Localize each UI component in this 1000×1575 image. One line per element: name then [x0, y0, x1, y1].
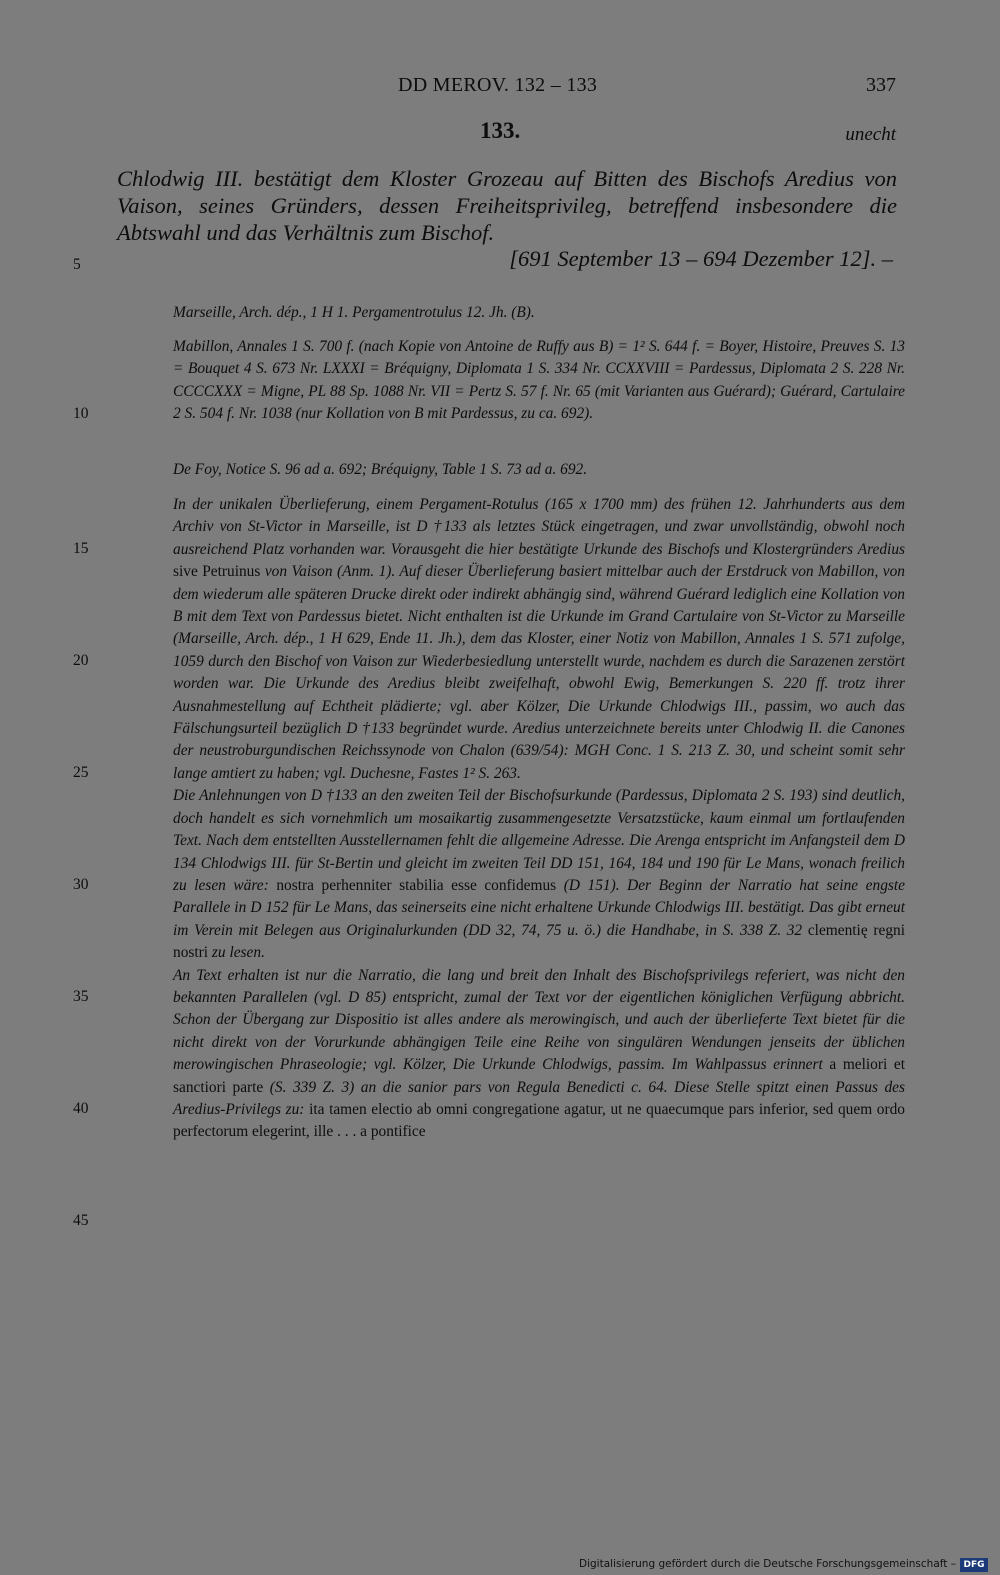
- digitization-credit: Digitalisierung gefördert durch die Deutsche Forschungsgemeinschaft –: [579, 1558, 956, 1570]
- line-number: 40: [73, 1100, 89, 1117]
- regest: [117, 165, 897, 246]
- latin-quote: ita tamen electio ab omni congregatione agatur, ut ne quaecumque pars inferior, sed quem ordo perfectorum elegerint, ille . . . a pontifice: [173, 1100, 905, 1141]
- dfg-logo-icon: DFG: [960, 1558, 988, 1572]
- latin-quote: nostra perhenniter stabilia esse confidemus: [276, 876, 557, 894]
- commentary-text: Die Anlehnungen von D †133 an den zweiten Teil der Bischofsurkunde (Pardessus, Diplomata 2 S. 193) sind deutlich, doch handelt es sich vornehmlich um mosaikartig zusammengesetzte Versatzstücke, kaum einmal um fortlaufenden Text. Nach dem entstellten Ausstellernamen fehlt die allgemeine Adresse. Die Arenga entspricht im Anfangsteil dem D 134 Chlodwigs III. für St-Bertin und gleicht im zweiten Teil DD 151, 164, 184 und 190 für Le Mans, wonach freilich zu lesen wäre:: [173, 787, 905, 894]
- running-title: DD MEROV. 132 – 133: [398, 74, 598, 96]
- line-number: 35: [73, 988, 89, 1005]
- running-head: [0, 74, 1000, 100]
- line-number: 30: [73, 876, 89, 893]
- commentary: [173, 494, 905, 1144]
- line-number: 10: [73, 405, 89, 422]
- line-number: 25: [73, 764, 89, 781]
- commentary-text: zu lesen.: [211, 944, 265, 962]
- commentary-text: von Vaison (Anm. 1). Auf dieser Überlieferung basiert mittelbar auch der Erstdruck von Mabillon, von dem wiederum alle späteren Drucke direkt oder indirekt abhängig sind, während Guérard lediglich eine Kollation von B mit dem Text von Pardessus bietet. Nicht enthalten ist die Urkunde im Grand Cartulaire von St-Victor zu Marseille (Marseille, Arch. dép., 1 H 629, Ende 11. Jh.), dem das Kloster, einer Notiz von Mabillon, Annales 1 S. 571 zufolge, 1059 durch den Bischof von Vaison zur Wiederbesiedlung unterstellt wurde, nachdem es durch die Sarazenen zerstört worden war. Die Urkunde des Aredius bleibt zweifelhaft, obwohl Ewig, Bemerkungen S. 220 ff. trotz ihrer Ausnahmestellung auf Echtheit plädierte; vgl. aber Kölzer, Die Urkunde Chlodwigs III., passim, wo auch das Fälschungsurteil bezüglich D †133 begründet wurde. Aredius unterzeichnete bereits unter Chlodwig II. die Canones der neustroburgundischen Reichssynode von Chalon (639/54): MGH Conc. 1 S. 213 Z. 30, und scheint somit sehr lange amtiert zu haben; vgl. Duchesne, Fastes 1² S. 263.: [173, 563, 905, 782]
- line-number: 15: [73, 540, 89, 557]
- document-number: 133.: [480, 118, 521, 143]
- document-date: [691 September 13 – 694 Dezember 12]. –: [509, 246, 893, 271]
- commentary-text: An Text erhalten ist nur die Narratio, die lang und breit den Inhalt des Bischofsprivilegs referiert, was nicht den bekannten Parallelen (vgl. D 85) entspricht, zumal der Text vor der eigentlichen königlichen Verfügung abbricht. Schon der Übergang zur Dispositio ist alles andere als merowingisch, und auch der überlieferte Text bietet für die nicht direkt von der Vorurkunde abhängigen Teile eine Reihe von singulären Wendungen jenseits der üblichen merowingischen Phraseologie; vgl. Kölzer, Die Urkunde Chlodwigs, passim. Im Wahlpassus erinnert: [173, 966, 905, 1074]
- commentary-paragraph-3: [173, 965, 905, 1144]
- page-number: 337: [866, 74, 896, 96]
- tradition-note: [173, 302, 905, 324]
- latin-quote: sive Petruinus: [173, 563, 261, 581]
- commentary-paragraph-1: [173, 494, 905, 785]
- regesta-note: [173, 459, 905, 481]
- commentary-paragraph-2: [173, 785, 905, 964]
- latin-quote: a meliori et sanctiori parte: [173, 1056, 905, 1096]
- regest-text: Chlodwig III. bestätigt dem Kloster Grozeau auf Bitten des Bischofs Aredius von Vaison, seines Gründers, dessen Freiheitsprivileg, betreffend insbesondere die Abtswahl und das Verhältnis zum Bischof.: [117, 166, 897, 245]
- regesta-text: De Foy, Notice S. 96 ad a. 692; Bréquigny, Table 1 S. 73 ad a. 692.: [173, 461, 588, 478]
- commentary-text: In der unikalen Überlieferung, einem Pergament-Rotulus (165 x 1700 mm) des frühen 12. Jahrhunderts aus dem Archiv von St-Victor in Marseille, ist D †133 als letztes Stück eingetragen, und zwar unvollständig, obwohl noch ausreichend Platz vorhanden war. Vorausgeht die hier bestätigte Urkunde des Bischofs und Klostergründers Aredius: [173, 496, 905, 558]
- editions-note: [173, 336, 905, 426]
- editions-text: Mabillon, Annales 1 S. 700 f. (nach Kopie von Antoine de Ruffy aus B) = 1² S. 644 f. = Boyer, Histoire, Preuves S. 13 = Bouquet 4 S. 673 Nr. LXXXI = Bréquigny, Diplomata 1 S. 334 Nr. CCXXVIII = Pardessus, Diplomata 2 S. 228 Nr. CCCCXXX = Migne, PL 88 Sp. 1088 Nr. VII = Pertz S. 57 f. Nr. 65 (mit Varianten aus Guérard); Guérard, Cartulaire 2 S. 504 f. Nr. 1038 (nur Kollation von B mit Pardessus, zu ca. 692).: [173, 338, 905, 423]
- tradition-text: Marseille, Arch. dép., 1 H 1. Pergamentrotulus 12. Jh. (B).: [173, 304, 535, 321]
- commentary-text: (S. 339 Z. 3) an die sanior pars von Regula Benedicti c. 64. Diese Stelle spitzt einen Passus des Aredius-Privilegs zu:: [173, 1078, 905, 1118]
- latin-quote: clementię regni nostri: [173, 921, 905, 962]
- line-number: 20: [73, 652, 89, 669]
- line-number: 5: [73, 256, 81, 273]
- commentary-text: (D 151). Der Beginn der Narratio hat seine engste Parallele in D 152 für Le Mans, das seinerseits eine nicht erhaltene Urkunde Chlodwigs III. bestätigt. Das gibt erneut im Verein mit Belegen aus Originalurkunden (DD 32, 74, 75 u. ö.) die Handhabe, in S. 338 Z. 32: [173, 876, 905, 939]
- authenticity-status: unecht: [845, 124, 896, 145]
- line-number: 45: [73, 1212, 89, 1229]
